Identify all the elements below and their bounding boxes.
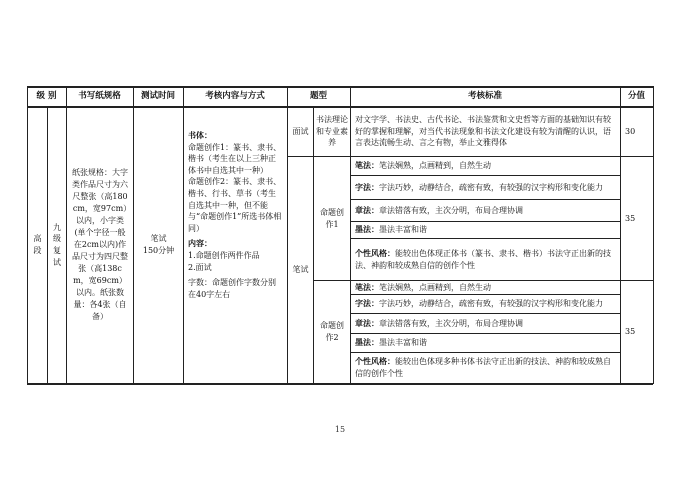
c1-criterion-2 xyxy=(351,200,620,221)
c2-criterion-1-text: 字法巧妙，动静结合，疏密有致，有较强的汉字构形和变化能力 xyxy=(379,299,603,309)
interview-standard-text: 对文字学、书法史、古代书论、书法鉴赏和文史哲等方面的基础知识有较好的掌握和理解，对当代书法现象和书法文化建设有较为清醒的认识，语言表达流畅生动、言之有物，举止文雅得体 xyxy=(355,115,611,148)
content-method-cell xyxy=(184,107,287,383)
paper-spec-cell xyxy=(67,107,133,383)
content-calligraphy-title: 书体： xyxy=(188,130,212,140)
test-time-duration: 150分钟 xyxy=(142,246,175,255)
header-test-time: 测试时间 xyxy=(140,90,175,101)
col-line-9 xyxy=(653,86,654,384)
interview-type: 面试 xyxy=(292,126,309,136)
test-time-cell xyxy=(134,107,183,383)
c1-criterion-3-label: 墨法： xyxy=(355,224,379,235)
interview-sub: 书法理论和专业素养 xyxy=(316,115,348,148)
header-content-method: 考核内容与方式 xyxy=(205,90,265,101)
c2-criterion-0 xyxy=(351,281,620,294)
c1-criterion-4-label: 个性风格： xyxy=(355,247,395,258)
header-question-type: 题型 xyxy=(309,90,327,101)
c1-criterion-0 xyxy=(351,157,620,175)
header-level: 级 别 xyxy=(36,90,57,101)
written-type: 笔试 xyxy=(292,265,309,275)
creation2-score: 35 xyxy=(625,327,636,337)
c2-criterion-3 xyxy=(351,334,620,352)
page-number: 15 xyxy=(334,425,346,434)
content-item2: 2.面试 xyxy=(188,262,212,272)
creation1-name: 命题创作1 xyxy=(320,207,344,229)
header-standard: 考核标准 xyxy=(467,90,502,101)
interview-score: 30 xyxy=(625,126,636,136)
c1-criterion-0-label: 笔法： xyxy=(355,160,379,171)
c2-criterion-4 xyxy=(351,353,620,383)
c2-criterion-0-label: 笔法： xyxy=(355,281,379,292)
content-creation2: 命题创作2：篆书、隶书、楷书、行书、草书（考生自选其中一种，但不能与“命题创作1”所选书体相同） xyxy=(188,177,282,233)
c1-criterion-2-label: 章法： xyxy=(355,204,379,215)
c2-criterion-2 xyxy=(351,314,620,333)
interview-standard xyxy=(351,107,620,156)
header-score: 分值 xyxy=(627,90,645,101)
c1-criterion-1-label: 字法： xyxy=(355,181,379,192)
c2-criterion-2-label: 章法： xyxy=(355,317,379,328)
c2-criterion-0-text: 笔法娴熟，点画精到，自然生动 xyxy=(379,282,491,292)
c2-criterion-2-text: 章法错落有致，主次分明，布局合理协调 xyxy=(379,318,523,328)
content-item1: 1.命题创作两件作品 xyxy=(188,250,260,260)
c1-criterion-3-text: 墨法丰富和谐 xyxy=(379,225,427,235)
c1-criterion-0-text: 笔法娴熟，点画精到，自然生动 xyxy=(379,161,491,171)
content-word-count: 字数：命题创作字数分别在40字左右 xyxy=(188,278,276,299)
c2-criterion-1 xyxy=(351,295,620,313)
c1-criterion-1 xyxy=(351,176,620,199)
c1-criterion-3 xyxy=(351,222,620,238)
creation1-score: 35 xyxy=(625,213,636,223)
table-border-bottom xyxy=(27,383,653,385)
test-time-method: 笔试 xyxy=(150,234,167,244)
c2-criterion-3-text: 墨法丰富和谐 xyxy=(379,338,427,348)
level-stage-text: 高段 xyxy=(33,234,42,255)
content-content-title: 内容： xyxy=(188,238,212,249)
header-paper-spec: 书写纸规格 xyxy=(78,90,121,101)
level-grade-text: 九级复试 xyxy=(53,222,61,267)
c1-criterion-4-text: 能较出色体现正体书（篆书、隶书、楷书）书法守正出新的技法、神韵和较成熟自信的创作个性 xyxy=(355,248,611,270)
c1-criterion-4 xyxy=(351,239,620,280)
c2-criterion-3-label: 墨法： xyxy=(355,337,379,348)
level-grade xyxy=(48,107,66,383)
c2-criterion-4-label: 个性风格： xyxy=(355,356,395,367)
level-stage xyxy=(28,107,47,383)
content-creation1: 命题创作1：篆书、隶书、楷书（考生在以上三种正体书中自选其中一种） xyxy=(188,142,282,175)
c1-criterion-1-text: 字法巧妙，动静结合，疏密有致，有较强的汉字构形和变化能力 xyxy=(379,182,603,192)
c2-criterion-1-label: 字法： xyxy=(355,298,379,309)
c1-criterion-2-text: 章法错落有致，主次分明，布局合理协调 xyxy=(379,205,523,215)
paper-spec-text: 纸张规格：大字类作品尺寸为六尺整张（高180cm，宽97cm）以内，小字类(单个字径一般在2cm以内)作品尺寸为四尺整张（高138cm，宽69cm）以内。纸张数量：各4张（自备） xyxy=(72,168,128,321)
creation2-name: 命题创作2 xyxy=(320,321,344,342)
c2-criterion-4-text: 能较出色体现多种书体书法守正出新的技法、神韵和较成熟自信的创作个性 xyxy=(355,357,611,378)
